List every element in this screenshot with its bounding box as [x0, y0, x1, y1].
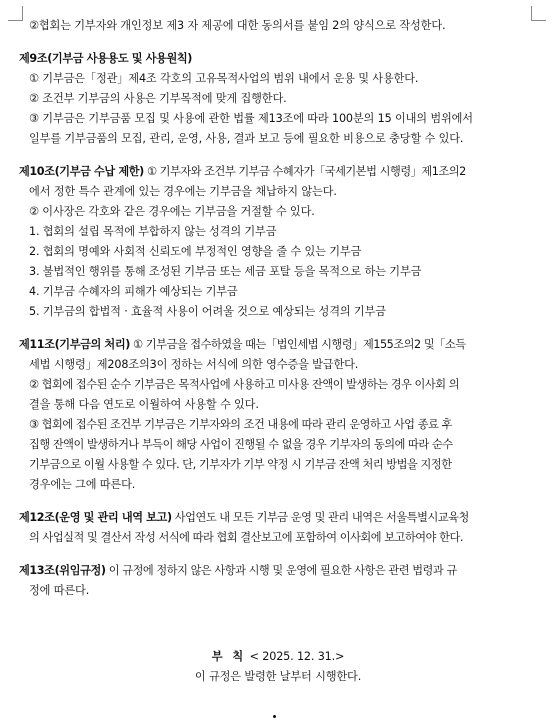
article-13-heading: 제13조(위임규정): [19, 564, 106, 577]
article-10-first-text: ① 기부자와 조건부 기부금 수혜자가「국세기본법 시행령」제1조의2: [143, 165, 466, 178]
article-12-first-text: 사업연도 내 모든 기부금 운영 및 관리 내역은 서울특별시교육청: [171, 511, 469, 524]
article-13-line: 정에 따른다.: [29, 584, 90, 597]
article-9-line: ② 조건부 기부금의 사용은 기부목적에 맞게 집행한다.: [29, 92, 287, 105]
article-11: [19, 335, 537, 495]
article-13: [19, 561, 537, 601]
addendum-title: 부 칙: [211, 650, 247, 663]
article-12-line: 의 사업실적 및 결산서 작성 서식에 따라 협회 결산보고에 포함하여 이사회에 보고하여야 한다.: [29, 531, 463, 544]
article-13-first-line: [19, 561, 537, 581]
article-12: [19, 508, 537, 548]
addendum-date: < 2025. 12. 31.>: [246, 650, 345, 663]
article-10-first-line: [19, 162, 537, 182]
addendum-text: 이 규정은 발령한 날부터 시행한다.: [194, 670, 362, 683]
article-11-line: 세법 시행령」제208조의3이 정하는 서식에 의한 영수증을 발급한다.: [29, 358, 359, 371]
addendum-heading: [19, 647, 537, 667]
article-10-item: 1. 협회의 설립 목적에 부합하지 않는 성격의 기부금: [29, 225, 277, 238]
article-10-item: 5. 기부금의 합법적 · 효율적 사용이 어려울 것으로 예상되는 성격의 기부금: [29, 305, 386, 318]
article-11-first-line: [19, 335, 537, 355]
intro-paragraph: ②협회는 기부자와 개인정보 제3 자 제공에 대한 동의서를 붙임 2의 양식으로 작성한다.: [29, 19, 446, 32]
article-10-heading: 제10조(기부금 수납 제한): [19, 165, 144, 178]
article-11-first-text: ① 기부금을 접수하였을 때는「법인세법 시행령」제155조의2 및「소득: [129, 338, 466, 351]
article-9-line: 일부를 기부금품의 모집, 관리, 운영, 사용, 결과 보고 등에 필요한 비용으로 충당할 수 있다.: [29, 132, 464, 145]
article-11-line: ② 협회에 접수된 순수 기부금은 목적사업에 사용하고 미사용 잔액이 발생하는 경우 이사회 의: [29, 378, 460, 391]
article-10-line: 에서 정한 특수 관계에 있는 경우에는 기부금을 채납하지 않는다.: [29, 185, 337, 198]
article-9: [19, 49, 537, 149]
article-13-first-text: 이 규정에 정하지 않은 사항과 시행 및 운영에 필요한 사항은 관련 법령과 규: [105, 564, 457, 577]
article-12-first-line: [19, 508, 537, 528]
article-11-line: 집행 잔액이 발생하거나 부득이 해당 사업이 진행될 수 없을 경우 기부자의 동의에 따라 순수: [29, 438, 453, 451]
article-10-line: ② 이사장은 각호와 같은 경우에는 기부금을 거절할 수 있다.: [29, 205, 315, 218]
article-11-line: 기부금으로 이월 사용할 수 있다. 단, 기부자가 기부 약정 시 기부금 잔액 처리 방법을 지정한: [29, 458, 452, 471]
article-12-heading: 제12조(운영 및 관리 내역 보고): [19, 511, 172, 524]
article-11-line: 결을 통해 다음 연도로 이월하여 사용할 수 있다.: [29, 398, 259, 411]
article-11-line: ③ 협회에 접수된 조건부 기부금은 기부자와의 조건 내용에 따라 관리 운영하고 사업 종료 후: [29, 418, 452, 431]
article-9-heading: 제9조(기부금 사용용도 및 사용원칙): [19, 52, 192, 65]
article-10-item: 3. 불법적인 행위를 통해 조성된 기부금 또는 세금 포탈 등을 목적으로 하는 기부금: [29, 265, 422, 278]
article-10: [19, 162, 537, 322]
article-10-item: 4. 기부금 수혜자의 피해가 예상되는 기부금: [29, 285, 238, 298]
article-9-line: ① 기부금은「정관」제4조 각호의 고유목적사업의 범위 내에서 운용 및 사용한다.: [29, 72, 419, 85]
article-10-item: 2. 협회의 명예와 사회적 신뢰도에 부정적인 영향을 줄 수 있는 기부금: [29, 245, 362, 258]
article-9-line: ③ 기부금은 기부금품 모집 및 사용에 관한 법률 제13조에 따라 100분의 15 이내의 범위에서: [29, 112, 473, 125]
document-body: [19, 16, 537, 687]
article-11-line: 경우에는 그에 따른다.: [29, 478, 136, 491]
article-11-heading: 제11조(기부금의 처리): [19, 338, 130, 351]
page-dot-mark: [273, 715, 276, 718]
